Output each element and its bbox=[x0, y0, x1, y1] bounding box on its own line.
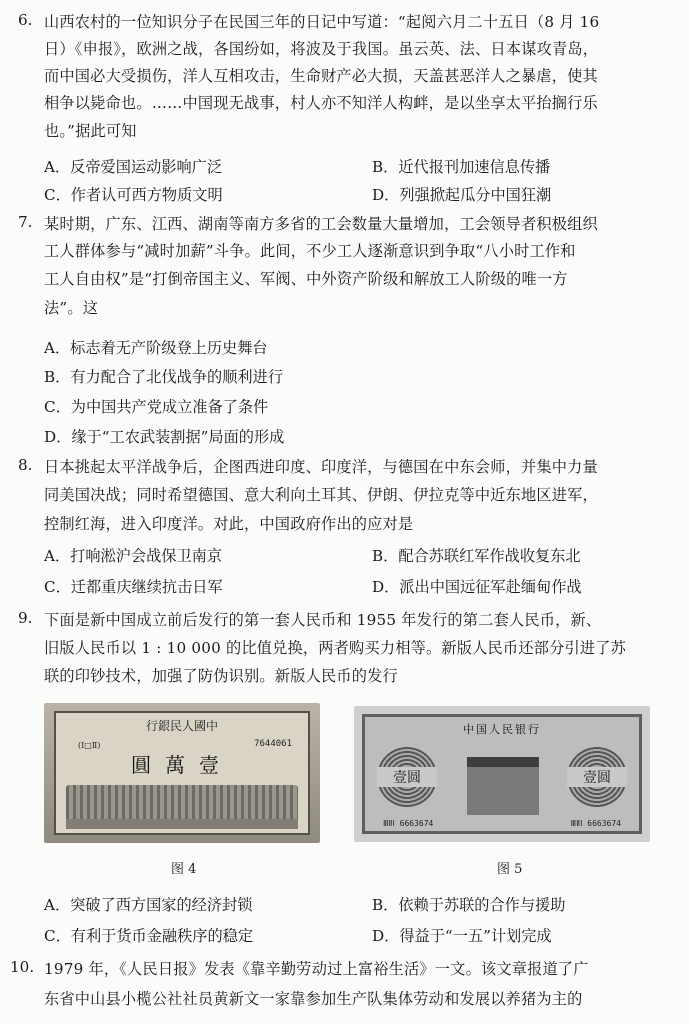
option-b[interactable]: B．近代报刊加速信息传播 bbox=[372, 158, 551, 176]
question-text-line: 下面是新中国成立前后发行的第一套人民币和 1955 年发行的第二套人民币，新、 bbox=[44, 611, 602, 629]
option-d[interactable]: D．缘于“工农武装割据”局面的形成 bbox=[44, 428, 285, 446]
option-a[interactable]: A．打响淞沪会战保卫南京 bbox=[44, 547, 223, 565]
option-c[interactable]: C．作者认可西方物质文明 bbox=[44, 186, 223, 204]
question-number: 7. bbox=[18, 213, 33, 231]
option-c[interactable]: C．有利于货币金融秩序的稳定 bbox=[44, 927, 254, 945]
question-number: 10. bbox=[10, 958, 35, 976]
option-a[interactable]: A．突破了西方国家的经济封锁 bbox=[44, 896, 253, 914]
banknote-lot: (Ⅰ□Ⅱ) bbox=[78, 741, 101, 750]
option-d[interactable]: D．得益于“一五”计划完成 bbox=[372, 927, 552, 945]
question-text-line: 东省中山县小榄公社社员黄新文一家靠参加生产队集体劳动和发展以养猪为主的 bbox=[44, 990, 583, 1008]
question-text-line: 日本挑起太平洋战争后，企图西进印度、印度洋，与德国在中东会师，并集中力量 bbox=[44, 458, 598, 476]
question-text-line: 控制红海，进入印度洋。对此，中国政府作出的应对是 bbox=[44, 515, 414, 533]
question-number: 6. bbox=[18, 11, 33, 29]
question-text-line: 相争以毙命也。……中国现无战事，村人亦不知洋人构衅，是以坐享太平抬搁行乐 bbox=[44, 94, 598, 112]
banknote-figure-5 bbox=[354, 706, 650, 842]
question-text-line: 工人群体参与“减时加薪”斗争。此间，不少工人逐渐意识到争取“八小时工作和 bbox=[44, 242, 576, 260]
tiananmen-image bbox=[467, 757, 539, 815]
figure-caption: 图 5 bbox=[497, 862, 523, 877]
question-text-line: 而中国必大受损伤，洋人互相攻击，生命财产必大损，天盖甚恶洋人之暴虐，使其 bbox=[44, 67, 598, 85]
option-b[interactable]: B．依赖于苏联的合作与援助 bbox=[372, 896, 566, 914]
banknote-denomination: 壹圆 bbox=[567, 767, 627, 787]
question-number: 8. bbox=[18, 456, 33, 474]
banknote-figure-4 bbox=[44, 703, 320, 843]
option-d[interactable]: D．列强掀起瓜分中国狂潮 bbox=[372, 186, 552, 204]
banknote-title: 中国人民银行 bbox=[463, 723, 541, 736]
option-a[interactable]: A．标志着无产阶级登上历史舞台 bbox=[44, 339, 268, 357]
question-text-line: 日）《申报》，欧洲之战，各国纷如，将波及于我国。虽云英、法、日本谋攻青岛， bbox=[44, 40, 599, 58]
figure-caption: 图 4 bbox=[171, 862, 197, 877]
camel-caravan-image bbox=[66, 785, 298, 821]
option-c[interactable]: C．迁都重庆继续抗击日军 bbox=[44, 578, 223, 596]
option-c[interactable]: C．为中国共产党成立准备了条件 bbox=[44, 398, 269, 416]
question-text-line: 1979 年，《人民日报》发表《靠辛勤劳动过上富裕生活》一文。该文章报道了广 bbox=[44, 960, 589, 978]
option-d[interactable]: D．派出中国远征军赴缅甸作战 bbox=[372, 578, 582, 596]
banknote-title: 行銀民人國中 bbox=[145, 719, 218, 733]
question-text-line: 同美国决战；同时希望德国、意大利向土耳其、伊朗、伊拉克等中近东地区进军， bbox=[44, 486, 598, 504]
question-text-line: 旧版人民币以 1 : 10 000 的比值兑换，两者购买力相等。新版人民币还部分引进了苏 bbox=[44, 639, 627, 657]
option-a[interactable]: A．反帝爱国运动影响广泛 bbox=[44, 158, 223, 176]
option-b[interactable]: B．有力配合了北伐战争的顺利进行 bbox=[44, 368, 283, 386]
question-text-line: 山西农村的一位知识分子在民国三年的日记中写道：“起阅六月二十五日（8 月 16 bbox=[44, 13, 600, 31]
option-b[interactable]: B．配合苏联红军作战收复东北 bbox=[372, 547, 581, 565]
question-text-line: 工人自由权”是“打倒帝国主义、军阀、中外资产阶级和解放工人阶级的唯一方 bbox=[44, 270, 568, 288]
banknote-denomination: 圓萬壹 bbox=[131, 753, 233, 777]
question-text-line: 联的印钞技术，加强了防伪识别。新版人民币的发行 bbox=[44, 667, 398, 685]
banknote-serial: 7644061 bbox=[254, 739, 292, 749]
banknote-denomination: 壹圆 bbox=[377, 767, 437, 787]
question-text-line: 也。”据此可知 bbox=[44, 122, 137, 140]
banknote-serial: ⅢⅡⅠ 6663674 bbox=[570, 819, 621, 828]
question-text-line: 法”。这 bbox=[44, 299, 99, 317]
question-number: 9. bbox=[18, 609, 33, 627]
banknote-serial: ⅢⅡⅠ 6663674 bbox=[383, 819, 434, 828]
banknote-ground bbox=[66, 819, 298, 829]
question-text-line: 某时期，广东、江西、湖南等南方多省的工会数量大量增加，工会领导者积极组织 bbox=[44, 215, 598, 233]
denomination-rosette-right bbox=[567, 747, 627, 807]
denomination-rosette-left bbox=[377, 747, 437, 807]
